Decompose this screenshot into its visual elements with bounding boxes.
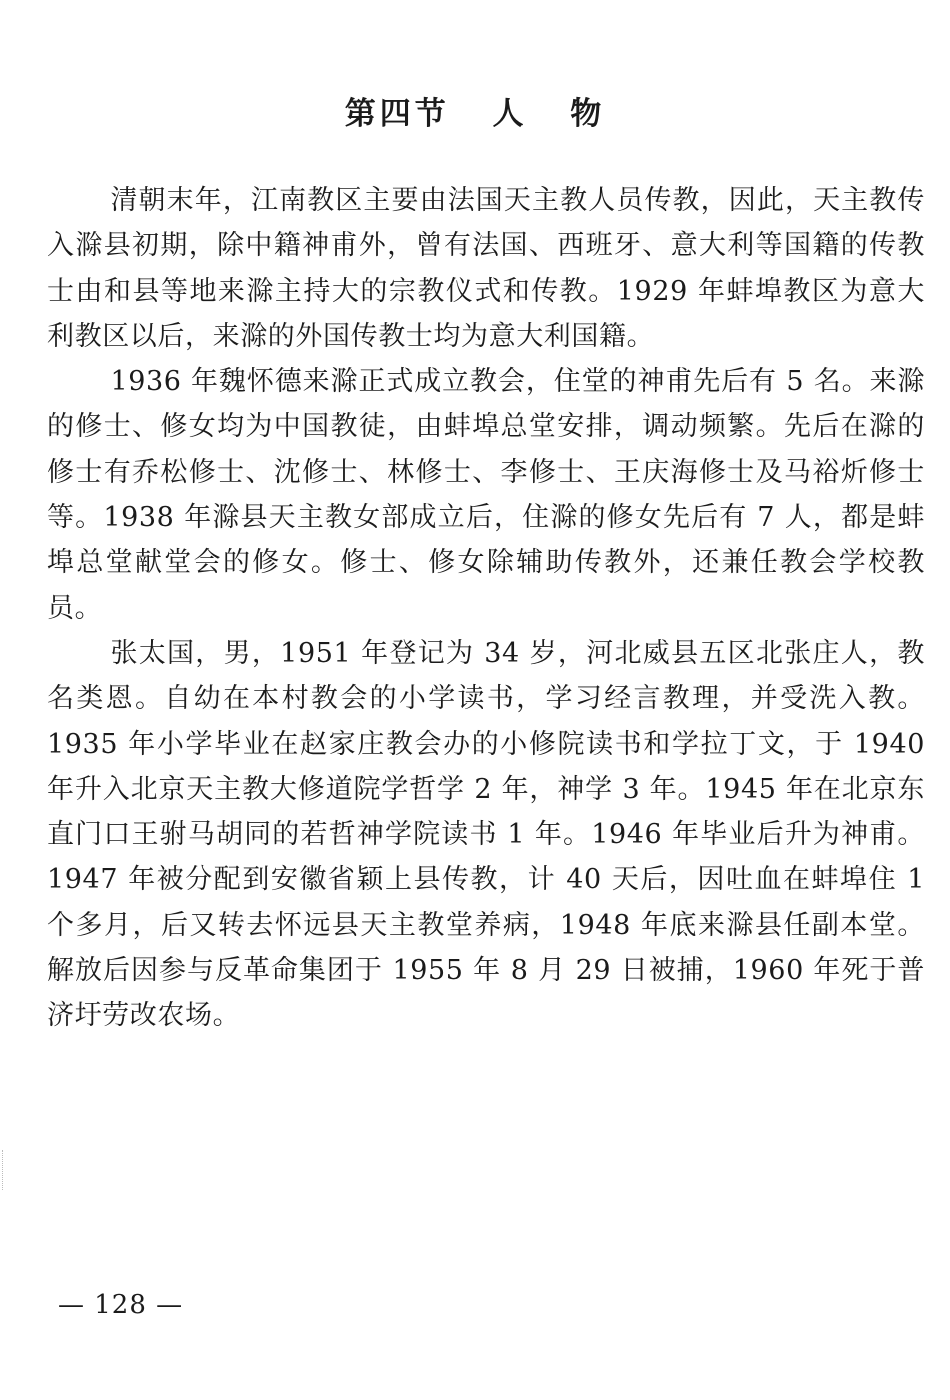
page-number: — 128 — xyxy=(58,1290,184,1320)
paragraph-foreign-missionaries: 清朝末年，江南教区主要由法国天主教人员传教，因此，天主教传入滁县初期，除中籍神甫外，曾有法国、西班牙、意大利等国籍的传教士由和县等地来滁主持大的宗教仪式和传教。1929 年蚌埠教区为意大利教区以后，来滁的外国传教士均为意大利国籍。 xyxy=(47,185,925,352)
body-text xyxy=(47,178,925,1039)
section-title: 第四节 人 物 xyxy=(344,96,606,132)
paragraph-clergy-1936: 1936 年魏怀德来滁正式成立教会，住堂的神甫先后有 5 名。来滁的修士、修女均为中国教徒，由蚌埠总堂安排，调动频繁。先后在滁的修士有乔松修士、沈修士、林修士、李修士、王庆海修士及马裕炘修士等。1938 年滁县天主教女部成立后，住滁的修女先后有 7 人，都是蚌埠总堂献堂会的修女。修士、修女除辅助传教外，还兼任教会学校教员。 xyxy=(47,366,925,624)
paragraph-zhang-taiguo: 张太国，男，1951 年登记为 34 岁，河北威县五区北张庄人，教名类恩。自幼在本村教会的小学读书，学习经言教理，并受洗入教。1935 年小学毕业在赵家庄教会办的小修院读书和学拉丁文，于 1940 年升入北京天主教大修道院学哲学 2 年，神学 3 年。1945 年在北京东直门口王驸马胡同的若哲神学院读书 1 年。1946 年毕业后升为神甫。1947 年被分配到安徽省颖上县传教，计 40 天后，因吐血在蚌埠住 1 个多月，后又转去怀远县天主教堂养病，1948 年底来滁县任副本堂。解放后因参与反革命集团于 1955 年 8 月 29 日被捕，1960 年死于普济圩劳改农场。 xyxy=(47,637,925,1032)
scan-edge-mark xyxy=(2,1150,5,1190)
